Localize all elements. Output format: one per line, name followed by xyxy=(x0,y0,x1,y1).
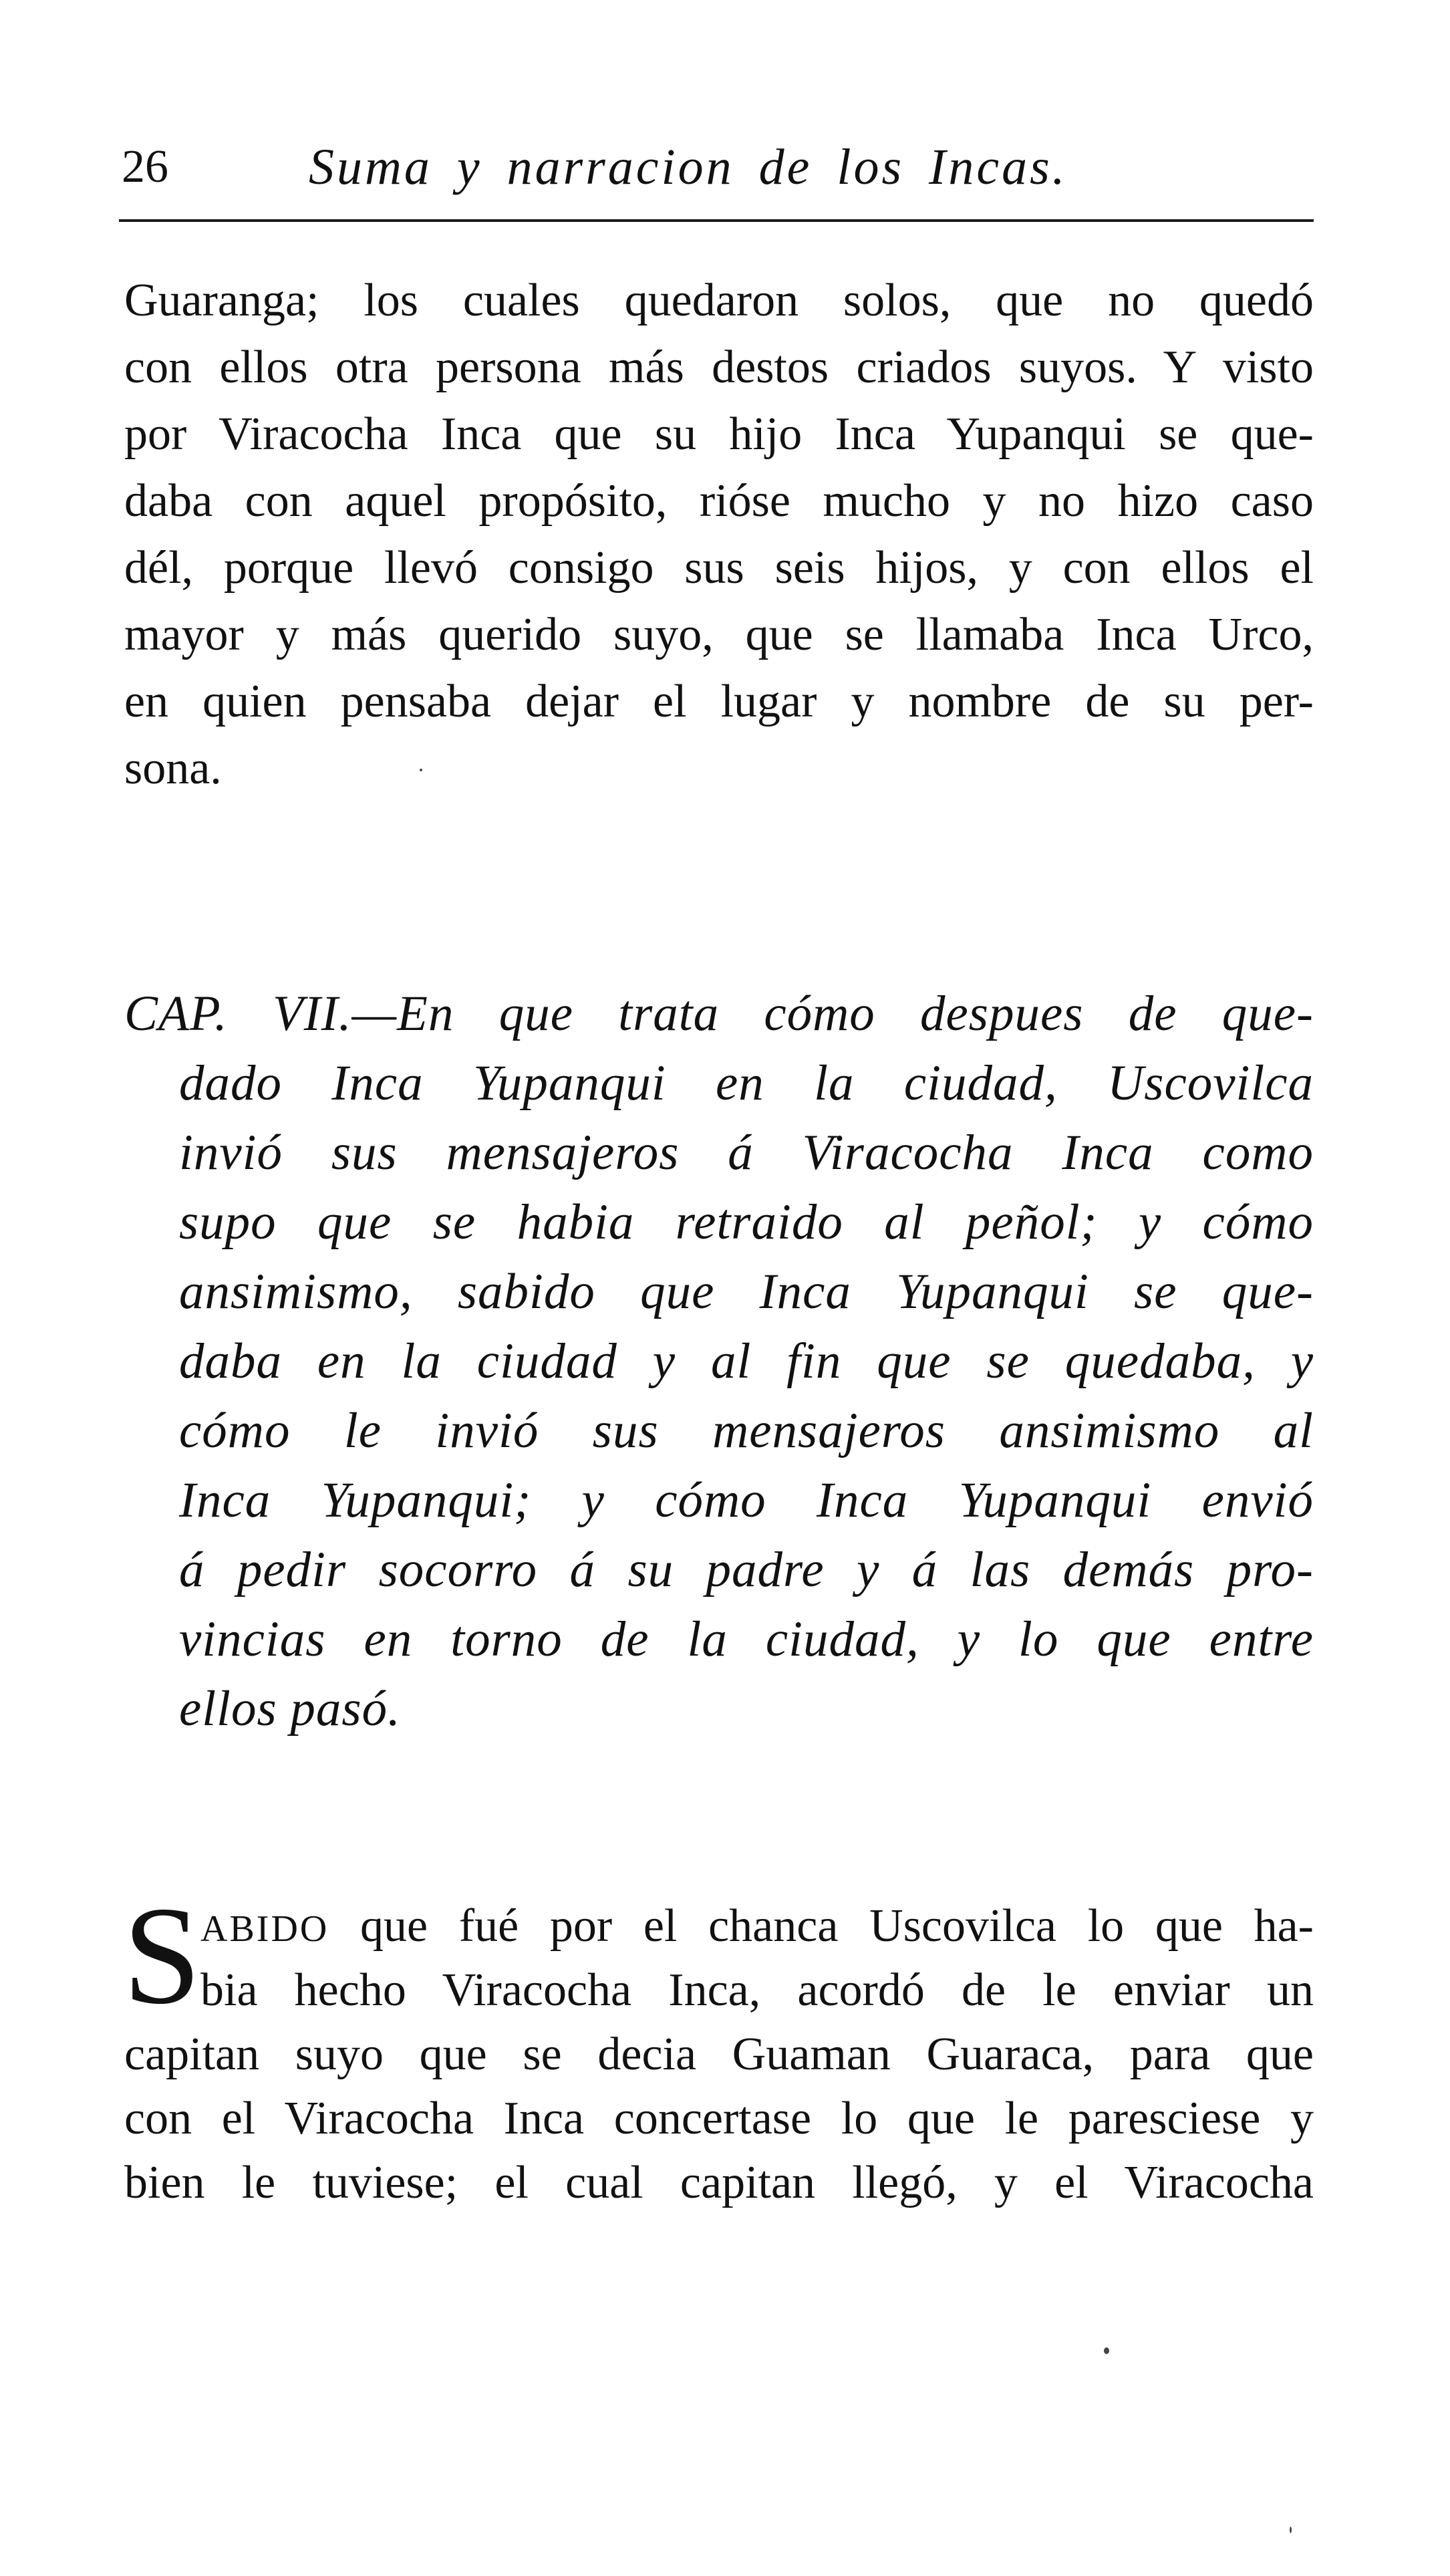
chapter-heading-line: invió sus mensajeros á Viracocha Inca como xyxy=(179,1125,1314,1180)
text-line: por Viracocha Inca que su hijo Inca Yupanqui se que- xyxy=(124,408,1314,460)
running-title: Suma y narracion de los Incas. xyxy=(309,139,1068,195)
chapter-heading-line: ellos pasó. xyxy=(179,1681,401,1736)
text-line: con ellos otra persona más destos criados suyos. Y visto xyxy=(124,342,1314,393)
text-line: daba con aquel propósito, rióse mucho y no hizo caso xyxy=(124,475,1314,527)
text-line-rest: que fué por el chanca Uscovilca lo que ha- xyxy=(329,1900,1314,1952)
text-line: dél, porque llevó consigo sus seis hijos, y con ellos el xyxy=(124,542,1314,594)
running-header xyxy=(122,130,1311,204)
text-line xyxy=(200,1893,1314,1960)
text-line: bien le tuviese; el cual capitan llegó, y el Viracocha xyxy=(124,2157,1314,2208)
chapter-heading-line: ansimismo, sabido que Inca Yupanqui se que- xyxy=(179,1264,1314,1319)
scan-speck xyxy=(1104,2347,1109,2354)
chapter-heading-line: cómo le invió sus mensajeros ansimismo al xyxy=(179,1403,1314,1458)
chapter-heading-line: daba en la ciudad y al fin que se quedaba, y xyxy=(179,1333,1314,1389)
chapter-heading-line: vincias en torno de la ciudad, y lo que entre xyxy=(179,1612,1314,1667)
chapter-heading-line: CAP. VII.—En que trata cómo despues de que- xyxy=(124,986,1314,1041)
chapter-heading-line: dado Inca Yupanqui en la ciudad, Uscovilca xyxy=(179,1055,1314,1111)
chapter-heading-line: á pedir socorro á su padre y á las demás pro- xyxy=(179,1542,1314,1597)
scan-speck xyxy=(420,769,422,771)
scan-speck xyxy=(1290,2527,1292,2533)
chapter-heading-line: Inca Yupanqui; y cómo Inca Yupanqui envió xyxy=(179,1472,1314,1528)
text-line: bia hecho Viracocha Inca, acordó de le enviar un xyxy=(200,1964,1314,2016)
chapter-heading-line: supo que se habia retraido al peñol; y cómo xyxy=(179,1194,1314,1250)
header-rule xyxy=(119,219,1314,222)
drop-cap: S xyxy=(123,1878,201,2033)
page-number: 26 xyxy=(122,141,168,192)
small-caps-word: ABIDO xyxy=(200,1908,329,1950)
text-line: en quien pensaba dejar el lugar y nombre de su per- xyxy=(124,676,1314,727)
text-line: sona. xyxy=(124,743,222,794)
text-line: Guaranga; los cuales quedaron solos, que no quedó xyxy=(124,275,1314,326)
text-line: capitan suyo que se decia Guaman Guaraca, para que xyxy=(124,2029,1314,2080)
text-line: con el Viracocha Inca concertase lo que le paresciese y xyxy=(124,2093,1314,2144)
text-line: mayor y más querido suyo, que se llamaba Inca Urco, xyxy=(124,609,1314,660)
